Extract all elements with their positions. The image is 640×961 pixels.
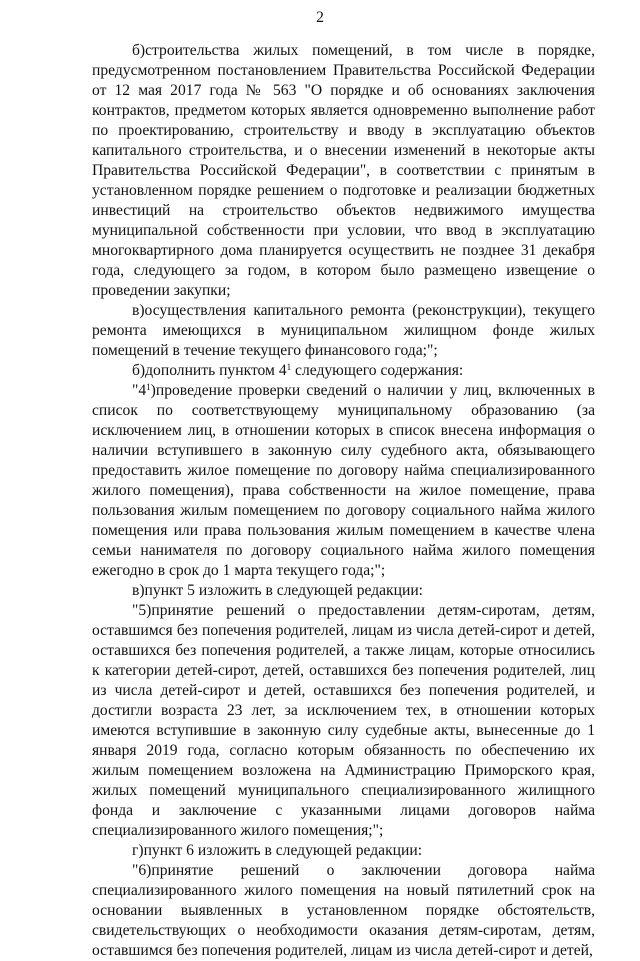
paragraph-point-4-1-lead: "4 (132, 382, 147, 399)
paragraph-add-point-4-1 (92, 361, 595, 381)
page-number: 2 (316, 9, 324, 26)
paragraph-add-point-4-1-tail: следующего содержания: (291, 362, 464, 379)
document-body (92, 41, 595, 961)
paragraph-point-6-heading: г)пункт 6 изложить в следующей редакции: (132, 842, 423, 859)
superscript-1: 1 (146, 382, 151, 392)
paragraph-point-4-1 (92, 381, 595, 581)
superscript-1: 1 (286, 362, 292, 372)
paragraph-repair: в)осуществления капитального ремонта (реконструкции), текущего ремонта имеющихся в муниципальном жилищном фонде жилых помещений в течение текущего финансового года;"; (92, 302, 595, 359)
paragraph-construction: б)строительства жилых помещений, в том числе в порядке, предусмотренном постановлением Правительства Российской Федерации от 12 мая 2017 года № 563 "О порядке и об основаниях заключения контрактов, предметом которых является одновременно выполнение работ по проектированию, строительству и вводу в эксплуатацию объектов капитального строительства, и о внесении изменений в некоторые акты Правительства Российской Федерации", в соответствии с принятым в установленном порядке решением о подготовке и реализации бюджетных инвестиций на строительство объектов недвижимого имущества муниципальной собственности при условии, что ввод в эксплуатацию многоквартирного дома планируется осуществить не позднее 31 декабря года, следующего за годом, в котором было размещено извещение о проведении закупки; (92, 42, 595, 299)
paragraph-point-5-heading: в)пункт 5 изложить в следующей редакции: (132, 582, 424, 599)
paragraph-point-5: "5)принятие решений о предоставлении детям-сиротам, детям, оставшимся без попечения родителей, лицам из числа детей-сирот и детей, оставшихся без попечения родителей, а также лицам, которые относились к категории детей-сирот, детей, оставшихся без попечения родителей, лиц из числа детей-сирот и детей, оставшихся без попечения родителей, и достигли возраста 23 лет, за исключением тех, в отношении которых имеются вступившие в законную силу судебные акты, вынесенные до 1 января 2019 года, согласно которым обязанность по обеспечению их жилым помещением возложена на Администрацию Приморского края, жилых помещений муниципального специализированного жилищного фонда и заключение с указанными лицами договоров найма специализированного жилого помещения;"; (92, 602, 595, 839)
paragraph-point-6: "6)принятие решений о заключении договора найма специализированного жилого помещения на новый пятилетний срок на основании выявленных в установленном порядке обстоятельств, свидетельствующих о необходимости оказания детям-сиротам, детям, оставшимся без попечения родителей, лицам из числа детей-сирот и детей, (92, 862, 595, 959)
paragraph-point-4-1-text: )проведение проверки сведений о наличии у лиц, включенных в список по соответствующему муниципальному образованию (за исключением лиц, в отношении которых в список внесена информация о наличии вступившего в законную силу судебного акта, обязывающего предоставить жилое помещение по договору найма специализированного жилого помещения), права собственности на жилое помещение, права пользования жилым помещением по договору социального найма жилого помещения или права пользования жилым помещением в качестве члена семьи нанимателя по договору социального найма жилого помещения ежегодно в срок до 1 марта текущего года;"; (92, 382, 595, 579)
paragraph-add-point-4-1-text: б)дополнить пунктом 4 (132, 362, 287, 379)
